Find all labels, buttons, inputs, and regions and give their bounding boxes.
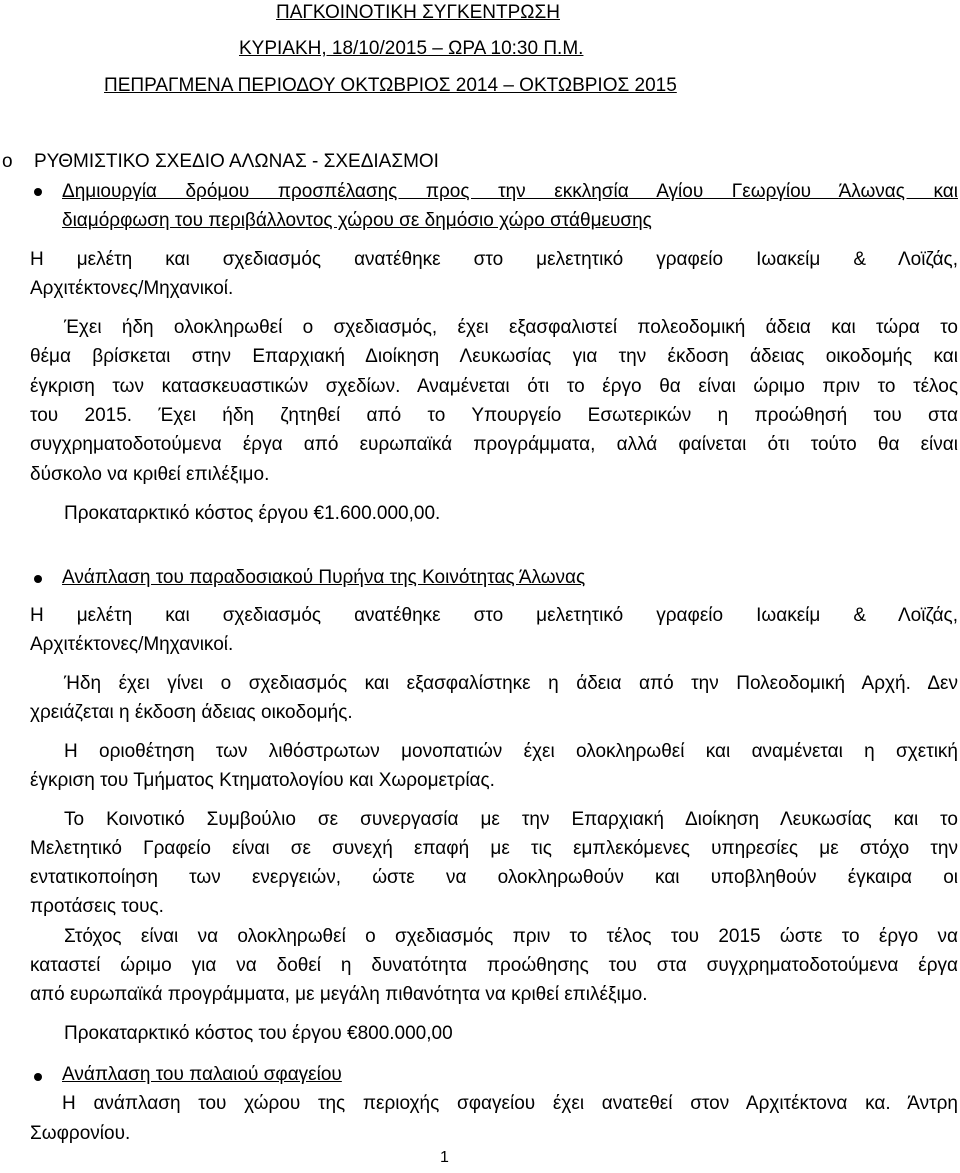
cost-line: Προκαταρκτικό κόστος έργου €1.600.000,00. (64, 503, 441, 524)
section-marker-circle: o (2, 151, 13, 172)
paragraph-line: από ευρωπαϊκά προγράμματα, με μεγάλη πιθανότητα να κριθεί επιλέξιμο. (30, 984, 648, 1005)
paragraph-line: Αρχιτέκτονες/Μηχανικοί. (30, 278, 234, 299)
paragraph-line: καταστεί ώριμο για να δοθεί η δυνατότητα προώθησης του στα συγχρηματοδοτούμενα έργα (30, 955, 958, 976)
section-title: ΡΥΘΜΙΣΤΙΚΟ ΣΧΕΔΙΟ ΑΛΩΝΑΣ - ΣΧΕΔΙΑΣΜΟΙ (34, 151, 439, 172)
bullet-icon (34, 1073, 42, 1081)
paragraph-line: θέμα βρίσκεται στην Επαρχιακή Διοίκηση Λευκωσίας για την έκδοση άδειας οικοδομής και (30, 346, 958, 367)
paragraph-line: έγκριση του Τμήματος Κτηματολογίου και Χωρομετρίας. (30, 770, 495, 791)
paragraph-line: του 2015. Έχει ήδη ζητηθεί από το Υπουργείο Εσωτερικών η προώθησή του στα (30, 405, 958, 426)
paragraph-line: εντατικοποίηση των ενεργειών, ώστε να ολοκληρωθούν και υποβληθούν έγκαιρα οι (30, 867, 958, 888)
paragraph-line: Το Κοινοτικό Συμβούλιο σε συνεργασία με την Επαρχιακή Διοίκηση Λευκωσίας και το (64, 809, 958, 830)
item-title-line: Δημιουργία δρόμου προσπέλασης προς την εκκλησία Αγίου Γεωργίου Άλωνας και (62, 181, 958, 202)
paragraph-line: Στόχος είναι να ολοκληρωθεί ο σχεδιασμός πριν το τέλος του 2015 ώστε το έργο να (64, 926, 958, 947)
bullet-icon (34, 575, 42, 583)
paragraph-line: Σωφρονίου. (30, 1123, 131, 1144)
paragraph-line: Ήδη έχει γίνει ο σχεδιασμός και εξασφαλίστηκε η άδεια από την Πολεοδομική Αρχή. Δεν (64, 673, 958, 694)
paragraph-line: Έχει ήδη ολοκληρωθεί ο σχεδιασμός, έχει εξασφαλιστεί πολεοδομική άδεια και τώρα το (64, 317, 958, 338)
paragraph-line: Η μελέτη και σχεδιασμός ανατέθηκε στο μελετητικό γραφείο Ιωακείμ & Λοϊζάς, (30, 605, 958, 626)
cost-line: Προκαταρκτικό κόστος του έργου €800.000,00 (64, 1023, 453, 1044)
paragraph-line: προτάσεις τους. (30, 896, 164, 917)
header-period: ΠΕΠΡΑΓΜΕΝΑ ΠΕΡΙΟΔΟΥ ΟΚΤΩΒΡΙΟΣ 2014 – ΟΚΤΩΒΡΙΟΣ 2015 (104, 75, 677, 96)
paragraph-line: έγκριση των κατασκευαστικών σχεδίων. Αναμένεται ότι το έργο θα είναι ώριμο πριν το τέλος (30, 376, 958, 397)
paragraph-line: Μελετητικό Γραφείο είναι σε συνεχή επαφή με τις εμπλεκόμενες υπηρεσίες με στόχο την (30, 838, 958, 859)
page-number: 1 (440, 1149, 449, 1166)
paragraph-line: Η οριοθέτηση των λιθόστρωτων μονοπατιών έχει ολοκληρωθεί και αναμένεται η σχετική (64, 741, 958, 762)
paragraph-line: συγχρηματοδοτούμενα έργα από ευρωπαϊκά προγράμματα, αλλά φαίνεται ότι τούτο θα είναι (30, 434, 958, 455)
item-title-line: διαμόρφωση του περιβάλλοντος χώρου σε δημόσιο χώρο στάθμευσης (62, 210, 652, 231)
header-title: ΠΑΓΚΟΙΝΟΤΙΚΗ ΣΥΓΚΕΝΤΡΩΣΗ (276, 2, 560, 23)
paragraph-line: χρειάζεται η έκδοση άδειας οικοδομής. (30, 702, 353, 723)
header-date-time: ΚΥΡΙΑΚΗ, 18/10/2015 – ΩΡΑ 10:30 Π.Μ. (239, 38, 584, 59)
paragraph-line: Η μελέτη και σχεδιασμός ανατέθηκε στο μελετητικό γραφείο Ιωακείμ & Λοϊζάς, (30, 249, 958, 270)
section-item-title: Ανάπλαση του παραδοσιακού Πυρήνα της Κοινότητας Άλωνας (62, 567, 586, 588)
paragraph-line: Η ανάπλαση του χώρου της περιοχής σφαγείου έχει ανατεθεί στον Αρχιτέκτονα κα. Άντρη (62, 1093, 958, 1114)
bullet-icon (34, 188, 42, 196)
paragraph-line: Αρχιτέκτονες/Μηχανικοί. (30, 634, 234, 655)
paragraph-line: δύσκολο να κριθεί επιλέξιμο. (30, 464, 270, 485)
section-item-title: Ανάπλαση του παλαιού σφαγείου (62, 1064, 342, 1085)
